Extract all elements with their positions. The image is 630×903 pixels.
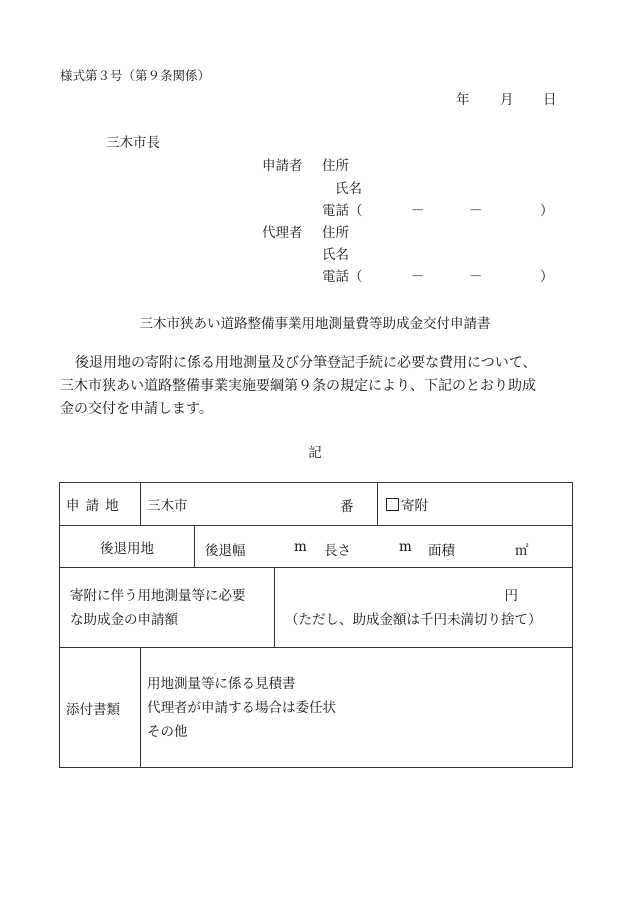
- setback-label-cell: [60, 526, 195, 568]
- attachments-label: 添付書類: [66, 701, 120, 718]
- body-line-1: 後退用地の寄附に係る用地測量及び分筆登記手続に必要な費用について、: [75, 355, 537, 371]
- agent-phone-label: 電話（: [322, 269, 363, 285]
- applicant-name-label: 氏名: [335, 181, 362, 197]
- body-line-3: 金の交付を申請します。: [60, 401, 213, 417]
- setback-values-cell[interactable]: [195, 526, 573, 568]
- amount-row: [60, 568, 573, 648]
- unit-m-2: m: [399, 539, 412, 555]
- amount-value-cell[interactable]: [275, 568, 573, 648]
- date-month-label: 月: [500, 92, 514, 108]
- addressee: 三木市長: [106, 135, 160, 151]
- donation-checkbox[interactable]: [386, 498, 399, 511]
- area-label: 面積: [428, 543, 455, 559]
- attachments-label-cell: [60, 648, 141, 768]
- applicant-phone-label: 電話（: [322, 203, 363, 219]
- length-label: 長さ: [324, 543, 351, 559]
- applicant-phone-close: ）: [540, 203, 554, 219]
- application-table: [59, 482, 573, 768]
- amount-label-line-2: な助成金の申請額: [70, 611, 178, 628]
- attachments-row: [60, 648, 573, 768]
- agent-address-label: 住所: [322, 225, 349, 241]
- agent-phone-dash-2: －: [469, 269, 483, 285]
- attachments-list-cell: [141, 648, 573, 768]
- site-value-cell[interactable]: [141, 483, 378, 526]
- setback-label: 後退用地: [100, 540, 154, 557]
- date-day-label: 日: [543, 92, 557, 108]
- setback-row: [60, 526, 573, 568]
- site-label-cell: [60, 483, 141, 526]
- site-row: [60, 483, 573, 526]
- document-title: 三木市狭あい道路整備事業用地測量費等助成金交付申請書: [139, 316, 491, 332]
- unit-sqm: ㎡: [515, 543, 529, 559]
- applicant-phone-dash-1: －: [411, 203, 425, 219]
- body-line-2: 三木市狭あい道路整備事業実施要綱第９条の規定により、下記のとおり助成: [60, 378, 536, 394]
- form-number: 様式第３号（第９条関係）: [60, 68, 211, 83]
- agent-phone-dash-1: －: [411, 269, 425, 285]
- agent-role: 代理者: [262, 225, 303, 241]
- site-city: 三木市: [147, 498, 188, 514]
- applicant-address-label: 住所: [322, 158, 349, 174]
- amount-label-line-1: 寄附に伴う用地測量等に必要: [70, 587, 246, 604]
- donation-cell: [378, 483, 573, 526]
- agent-name-label: 氏名: [322, 247, 349, 263]
- attachment-item-2: 代理者が申請する場合は委任状: [147, 699, 336, 716]
- date-year-label: 年: [456, 92, 470, 108]
- site-label: 申請地: [66, 498, 125, 514]
- attachment-item-1: 用地測量等に係る見積書: [147, 675, 296, 692]
- amount-unit: 円: [504, 587, 519, 604]
- setback-width-label: 後退幅: [205, 543, 246, 559]
- attachment-item-3: その他: [147, 723, 188, 740]
- applicant-role: 申請者: [262, 158, 303, 174]
- amount-label-cell: [60, 568, 275, 648]
- applicant-phone-dash-2: －: [469, 203, 483, 219]
- donation-label: 寄附: [401, 498, 429, 514]
- agent-phone-close: ）: [540, 269, 554, 285]
- ki-heading: 記: [308, 445, 322, 461]
- amount-note: （ただし、助成金額は千円未満切り捨て）: [285, 611, 542, 628]
- unit-m-1: m: [294, 539, 307, 555]
- site-ban: 番: [340, 499, 354, 515]
